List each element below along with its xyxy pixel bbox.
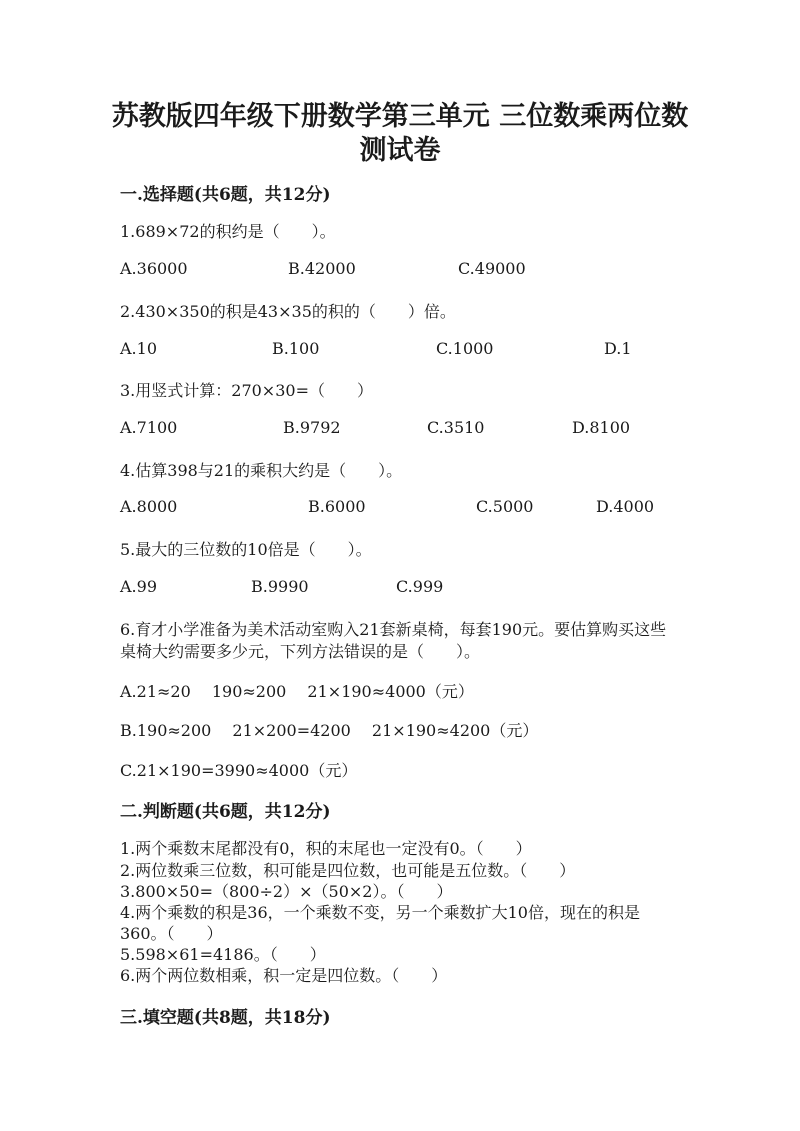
question-1: 1.689×72的积约是（ ）。 [120, 222, 336, 241]
option-5c: C.999 [396, 577, 444, 596]
option-3c: C.3510 [427, 418, 485, 437]
question-6-line1: 6.育才小学准备为美术活动室购入21套新桌椅，每套190元。要估算购买这些 [120, 620, 667, 639]
option-4b: B.6000 [308, 497, 366, 516]
section-heading-fill: 三.填空题(共8题，共18分) [120, 1008, 331, 1028]
judge-item-4-line2: 360。（ ） [120, 924, 223, 943]
option-1a: A.36000 [120, 259, 188, 278]
question-4: 4.估算398与21的乘积大约是（ ）。 [120, 461, 403, 480]
option-2c: C.1000 [436, 339, 494, 358]
option-5b: B.9990 [251, 577, 309, 596]
option-1c: C.49000 [458, 259, 526, 278]
option-2d: D.1 [604, 339, 632, 358]
judge-item-5: 5.598×61=4186。（ ） [120, 945, 326, 964]
option-3d: D.8100 [572, 418, 631, 437]
question-6-line2: 桌椅大约需要多少元，下列方法错误的是（ ）。 [120, 642, 481, 661]
judge-item-1: 1.两个乘数末尾都没有0，积的末尾也一定没有0。（ ） [120, 839, 532, 858]
question-2: 2.430×350的积是43×35的积的（ ）倍。 [120, 302, 456, 321]
question-3: 3.用竖式计算：270×30=（ ） [120, 381, 373, 400]
judge-item-6: 6.两个两位数相乘，积一定是四位数。（ ） [120, 966, 448, 985]
page-title: 苏教版四年级下册数学第三单元 三位数乘两位数 [111, 101, 689, 132]
option-2b: B.100 [272, 339, 320, 358]
option-6c: C.21×190=3990≈4000（元） [120, 761, 358, 780]
option-1b: B.42000 [288, 259, 356, 278]
section-heading-choice: 一.选择题(共6题，共12分) [120, 185, 331, 205]
section-heading-judge: 二.判断题(共6题，共12分) [120, 802, 331, 822]
option-4d: D.4000 [596, 497, 655, 516]
option-6a: A.21≈20 190≈200 21×190≈4000（元） [120, 682, 474, 701]
option-3a: A.7100 [120, 418, 178, 437]
option-4a: A.8000 [120, 497, 178, 516]
option-4c: C.5000 [476, 497, 534, 516]
option-5a: A.99 [120, 577, 157, 596]
option-6b: B.190≈200 21×200=4200 21×190≈4200（元） [120, 721, 539, 740]
judge-item-3: 3.800×50=（800÷2）×（50×2）。（ ） [120, 882, 453, 901]
option-2a: A.10 [120, 339, 157, 358]
page-subtitle: 测试卷 [359, 135, 441, 166]
judge-item-4-line1: 4.两个乘数的积是36，一个乘数不变，另一个乘数扩大10倍，现在的积是 [120, 903, 640, 922]
option-3b: B.9792 [283, 418, 341, 437]
question-5: 5.最大的三位数的10倍是（ ）。 [120, 540, 372, 559]
judge-item-2: 2.两位数乘三位数，积可能是四位数，也可能是五位数。（ ） [120, 861, 576, 880]
